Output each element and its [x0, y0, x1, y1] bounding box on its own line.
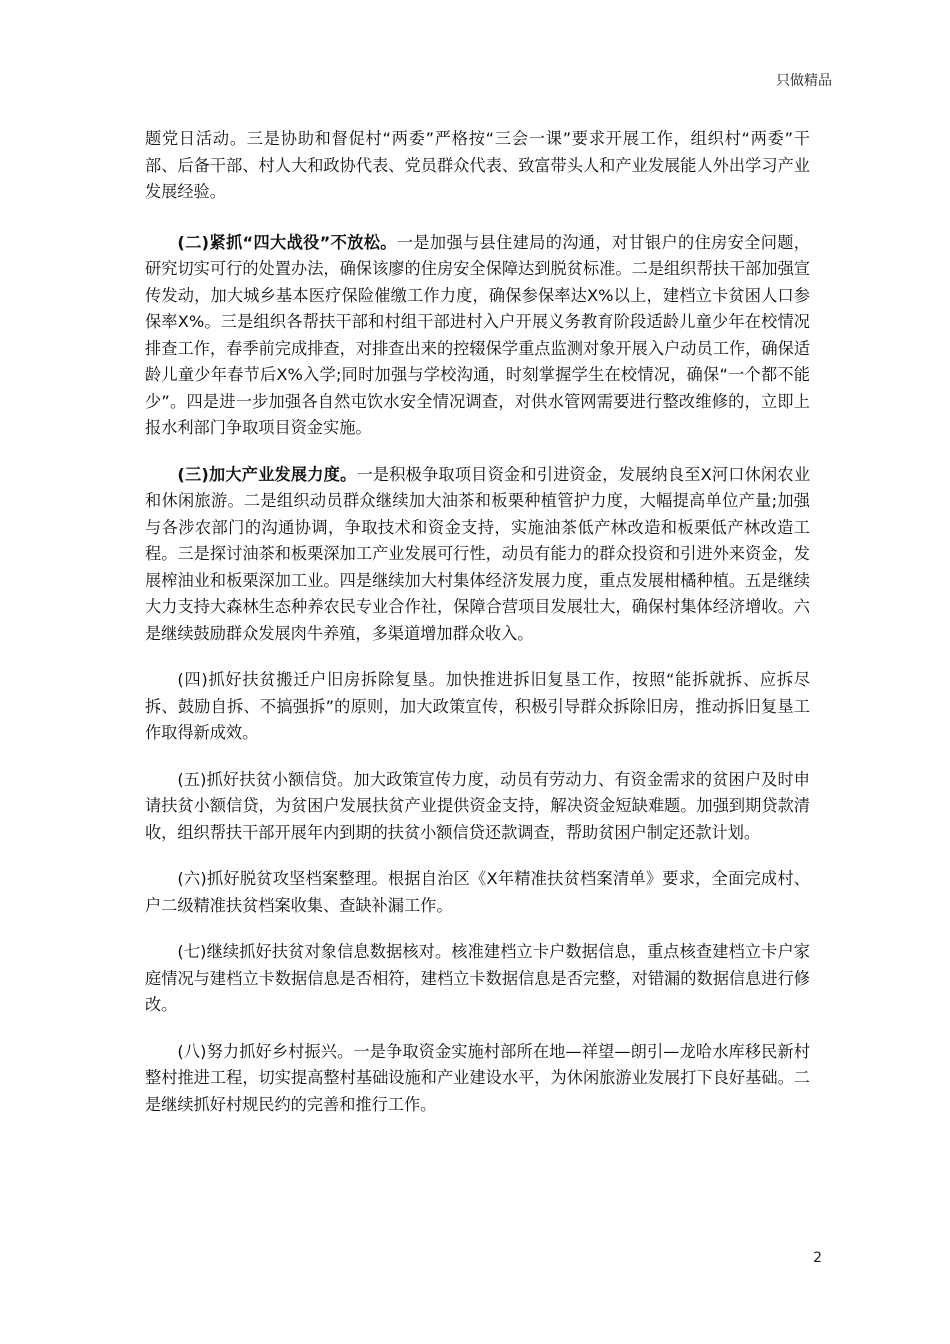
header-note: 只做精品 [776, 73, 832, 89]
paragraph-house-demolition: (四)抓好扶贫搬迁户旧房拆除复垦。加快推进拆旧复垦工作，按照“能拆就拆、应拆尽拆、鼓励自拆、不搞强拆”的原则，加大政策宣传，积极引导群众拆除旧房，推动拆旧复垦工作取得新成效。 [145, 670, 810, 742]
paragraph-body: 一是加强与县住建局的沟通，对甘银户的住房安全问题，研究切实可行的处置办法，确保该廖的住房安全保障达到脱贫标准。二是组织帮扶干部加强宣传发动，加大城乡基本医疗保险催缴工作力度，确保参保率达X%以上，建档立卡贫困人口参保率X%。三是组织各帮扶干部和村组干部进村入户开展义务教育阶段适龄儿童少年在校情况排查工作，春季前完成排查，对排查出来的控辍保学重点监测对象开展入户动员工作，确保适龄儿童少年春节后X%入学;同时加强与学校沟通，时刻掌握学生在校情况，确保“一个都不能少”。四是进一步加强各自然屯饮水安全情况调查，对供水管网需要进行整改维修的，立即上报水利部门争取项目资金实施。 [145, 232, 810, 437]
body-text [145, 126, 810, 1138]
paragraph-body: 一是积极争取项目资金和引进资金，发展纳良至X河口休闲农业和休闲旅游。二是组织动员群众继续加大油茶和板栗种植管护力度，大幅提高单位产量;加强与各涉农部门的沟通协调，争取技术和资金支持，实施油茶低产林改造和板栗低产林改造工程。三是探讨油茶和板栗深加工产业发展可行性，动员有能力的群众投资和引进外来资金，发展榨油业和板栗深加工业。四是继续加大村集体经济发展力度，重点发展柑橘种植。五是继续大力支持大森林生态种养农民专业合作社，保障合营项目发展壮大，确保村集体经济增收。六是继续鼓励群众发展肉牛养殖，多渠道增加群众收入。 [145, 464, 811, 643]
paragraph-continuation: 题党日活动。三是协助和督促村“两委”严格按“三会一课”要求开展工作，组织村“两委”干部、后备干部、村人大和政协代表、党员群众代表、致富带头人和产业发展能人外出学习产业发展经验。 [145, 129, 810, 201]
paragraph-heading: (二)紧抓“四大战役”不放松。 [177, 232, 397, 252]
paragraph-rural-revitalization: (八)努力抓好乡村振兴。一是争取资金实施村部所在地—祥望—朗引—龙哈水库移民新村整村推进工程，切实提高整村基础设施和产业建设水平，为休闲旅游业发展打下良好基础。二是继续抓好村规民约的完善和推行工作。 [145, 1041, 810, 1114]
paragraph-microcredit: (五)抓好扶贫小额信贷。加大政策宣传力度，动员有劳动力、有资金需求的贫困户及时申请扶贫小额信贷，为贫困户发展扶贫产业提供资金支持，解决资金短缺难题。加强到期贷款清收，组织帮扶干部开展年内到期的扶贫小额信贷还款调查，帮助贫困户制定还款计划。 [145, 769, 810, 842]
paragraph-four-campaigns [145, 230, 810, 442]
paragraph-archives: (六)抓好脱贫攻坚档案整理。根据自治区《X年精准扶贫档案清单》要求，全面完成村、户二级精准扶贫档案收集、查缺补漏工作。 [145, 869, 810, 915]
paragraph-industry-development [145, 462, 810, 648]
paragraph-heading: (三)加大产业发展力度。 [177, 464, 357, 484]
page-number: 2 [813, 1250, 822, 1266]
paragraph-data-verification: (七)继续抓好扶贫对象信息数据核对。核准建档立卡户数据信息，重点核查建档立卡户家庭情况与建档立卡数据信息是否相符，建档立卡数据信息是否完整，对错漏的数据信息进行修改。 [145, 942, 810, 1014]
